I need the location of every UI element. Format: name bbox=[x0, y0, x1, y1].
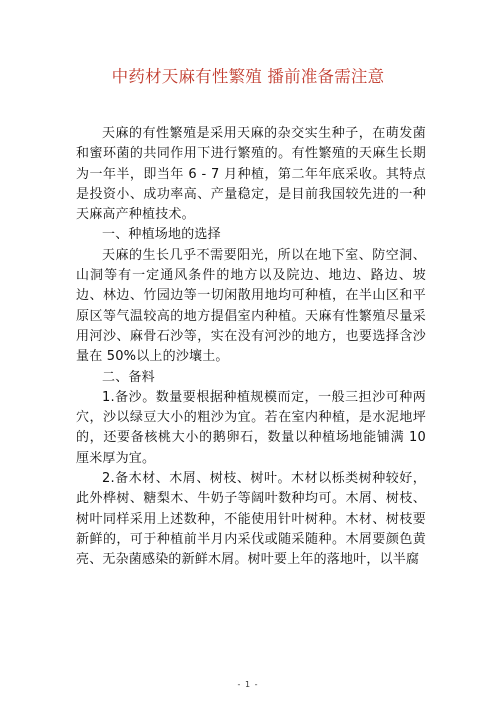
section-heading-materials: 二、备料 bbox=[102, 369, 155, 385]
sand-paragraph: 1.备沙。数量要根据种植规模而定，一般三担沙可种两穴，沙以绿豆大小的粗沙为宜。若在室内种植，是水泥地坪的，还要备核桃大小的鹅卵石，数量以种植场地能铺满 10 厘米厚为宜。 bbox=[76, 389, 426, 466]
page-number: - 1 - bbox=[237, 680, 259, 689]
intro-paragraph: 天麻的有性繁殖是采用天麻的杂交实生种子，在萌发菌和蜜环菌的共同作用下进行繁殖的。有性繁殖的天麻生长期为一年半，即当年 6 - 7 月种植，第二年年底采收。其特点是投资小、成功率高、产量稳定，是目前我国较先进的一种天麻高产种植技术。 bbox=[76, 126, 426, 223]
section-heading-site-selection: 一、种植场地的选择 bbox=[102, 227, 221, 243]
document-body bbox=[76, 124, 426, 571]
document-title: 中药材天麻有性繁殖 播前准备需注意 bbox=[111, 67, 385, 86]
wood-paragraph: 2.备木材、木屑、树枝、树叶。木材以栎类树种较好，此外桦树、糖梨木、牛奶子等阔叶数种均可。木屑、树枝、树叶同样采用上述数种，不能使用针叶树种。木材、树枝要新鲜的，可于种植前半月内采伐或随采随种。木屑要颜色黄亮、无杂菌感染的新鲜木屑。树叶要上年的落地叶，以半腐 bbox=[76, 471, 426, 568]
site-selection-paragraph: 天麻的生长几乎不需要阳光，所以在地下室、防空洞、山洞等有一定通风条件的地方以及院边、地边、路边、坡边、林边、竹园边等一切闲散用地均可种植，在半山区和平原区等气温较高的地方提倡室内种植。天麻有性繁殖尽量采用河沙、麻骨石沙等，实在没有河沙的地方，也要选择含沙量在 50%以上的沙壤土。 bbox=[76, 247, 426, 365]
